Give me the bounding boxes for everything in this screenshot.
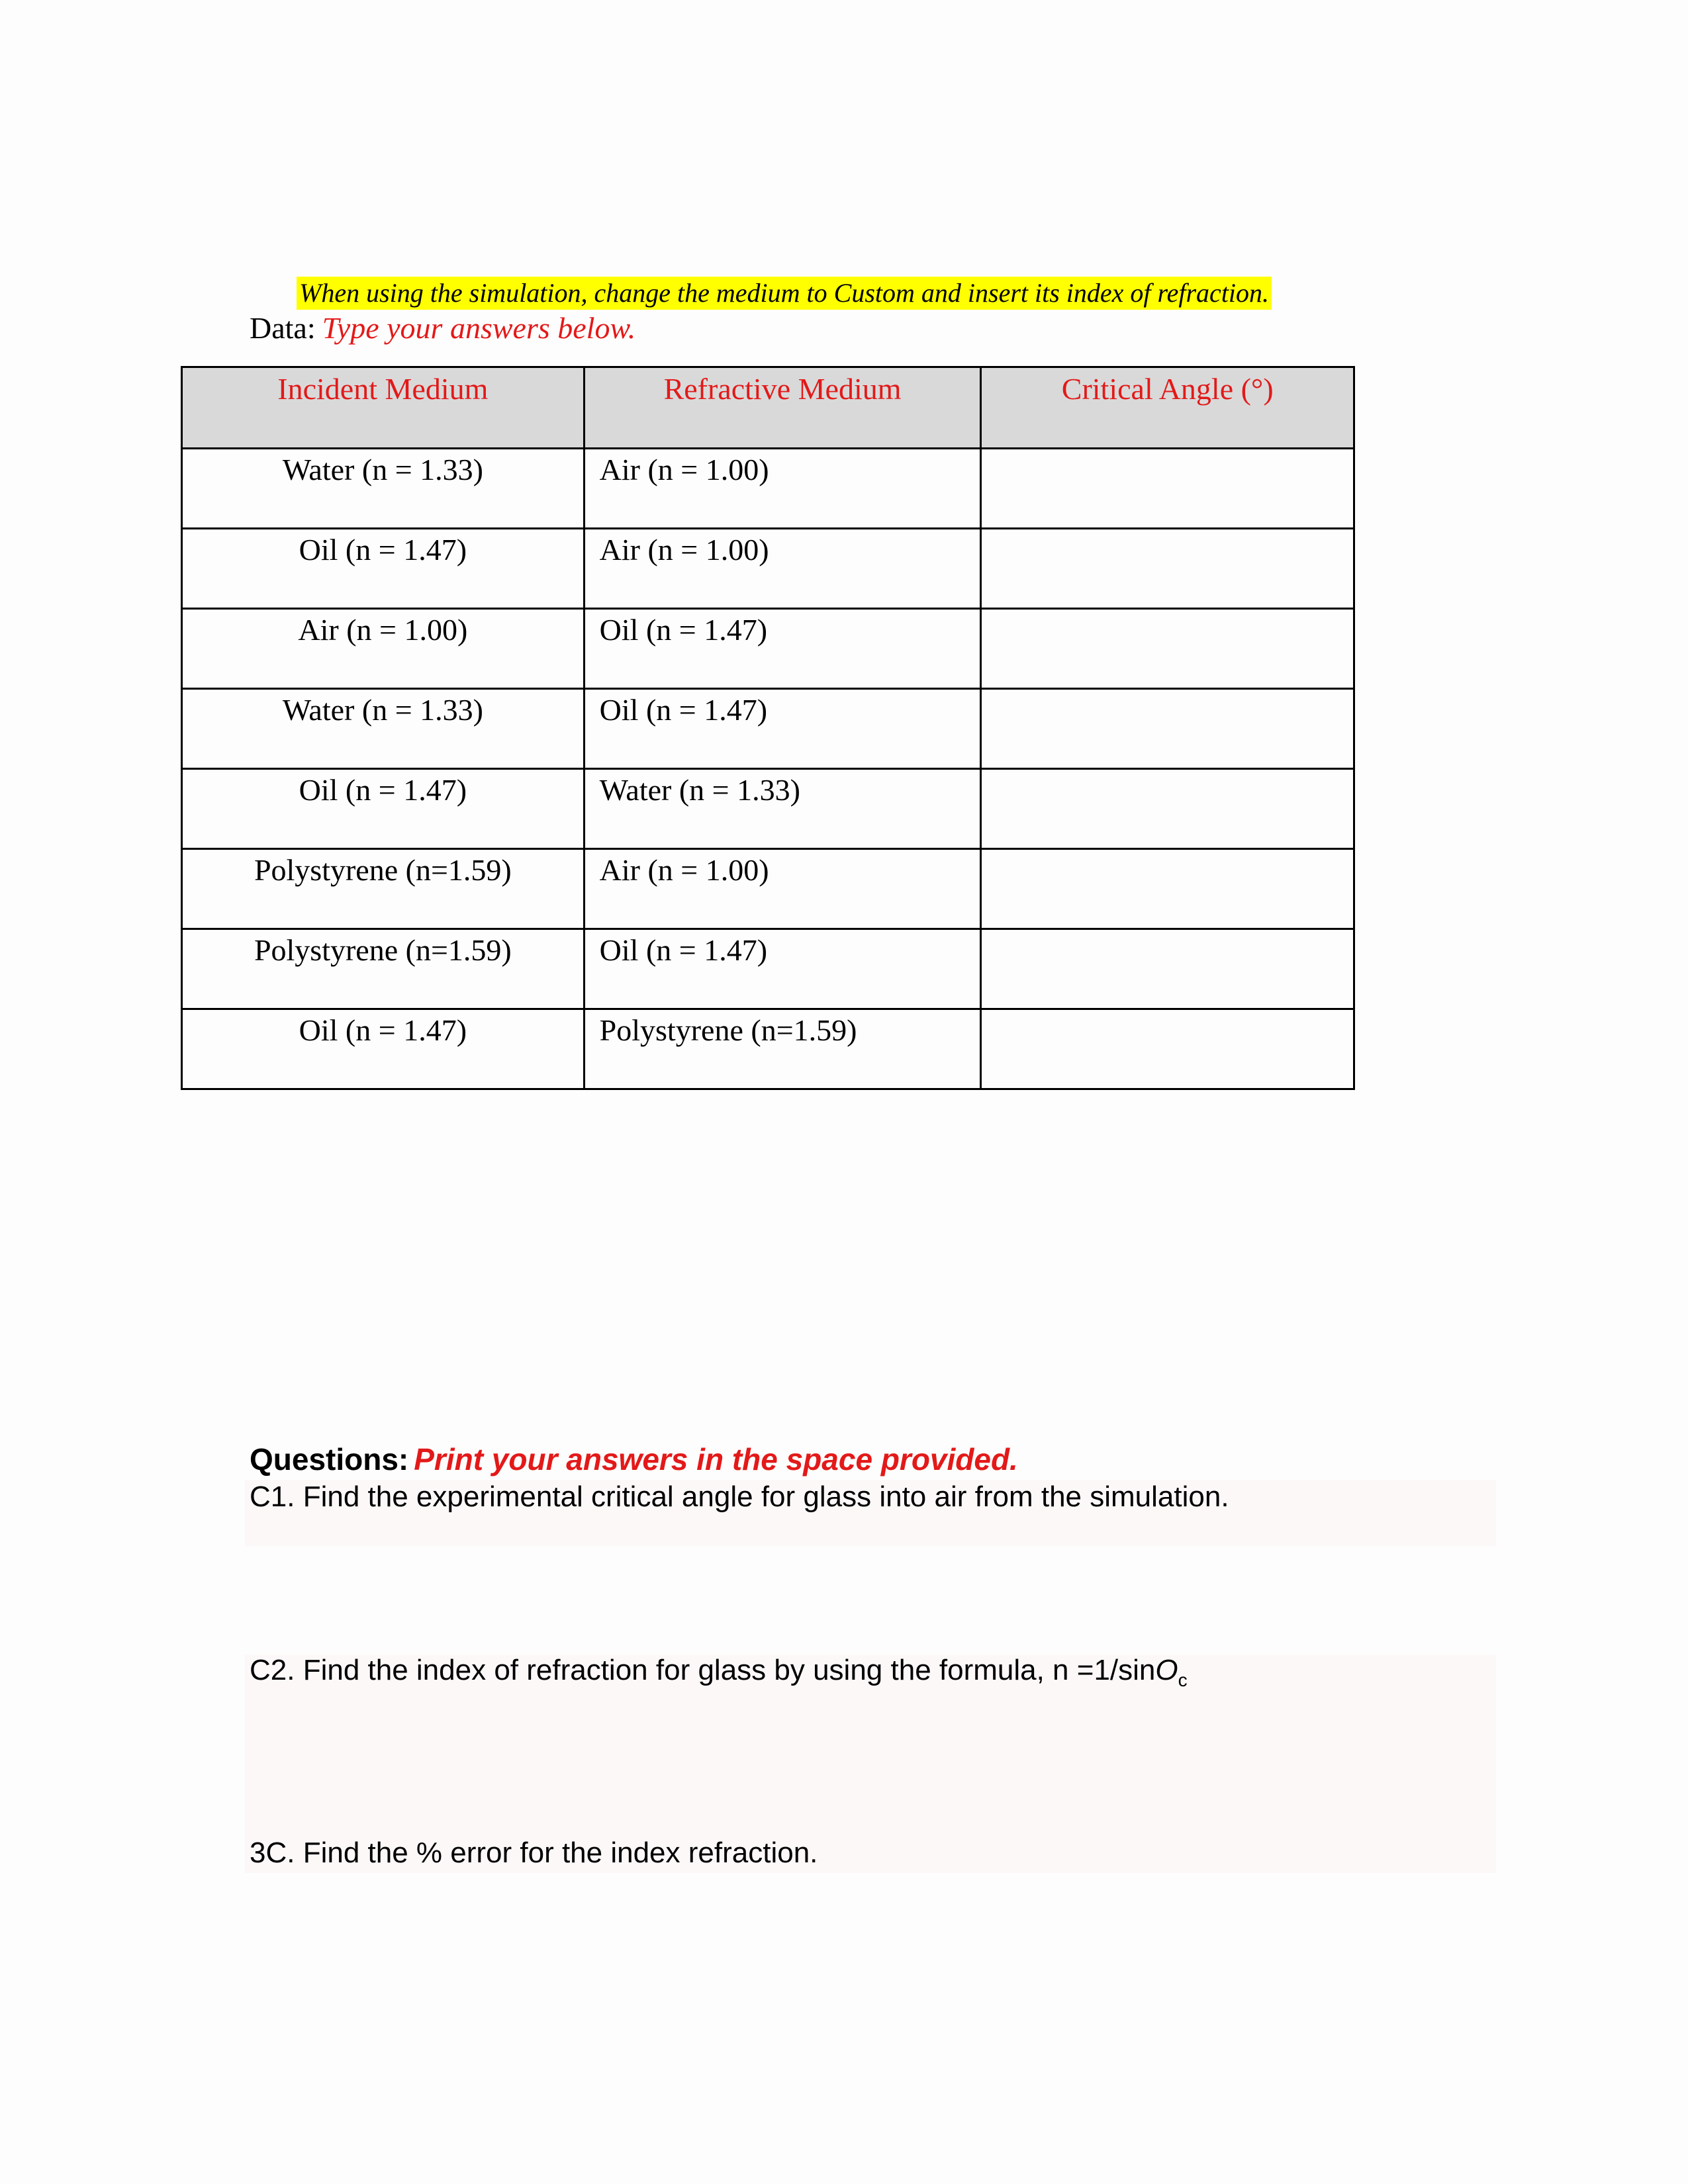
questions-instruction: Print your answers in the space provided. (414, 1442, 1018, 1477)
refractive-cell: Oil (n = 1.47) (584, 929, 981, 1009)
data-instruction: Type your answers below. (322, 311, 636, 345)
critical-angle-cell[interactable] (981, 529, 1354, 609)
header-critical-angle: Critical Angle (°) (981, 367, 1354, 449)
incident-cell: Polystyrene (n=1.59) (182, 849, 585, 929)
table-row (182, 929, 1354, 1009)
refractive-cell: Oil (n = 1.47) (584, 609, 981, 689)
incident-cell: Air (n = 1.00) (182, 609, 585, 689)
table-row (182, 849, 1354, 929)
critical-angle-table (181, 366, 1355, 1090)
incident-cell: Water (n = 1.33) (182, 449, 585, 529)
critical-angle-cell[interactable] (981, 849, 1354, 929)
data-label: Data: (250, 311, 316, 345)
table-header-row (182, 367, 1354, 449)
question-c1: C1. Find the experimental critical angle for glass into air from the simulation. (250, 1480, 1229, 1513)
question-3c: 3C. Find the % error for the index refraction. (250, 1837, 818, 1869)
table-row (182, 609, 1354, 689)
questions-heading (250, 1440, 1018, 1479)
refractive-cell: Polystyrene (n=1.59) (584, 1009, 981, 1089)
question-c2-text: C2. Find the index of refraction for glass by using the formula, n =1/sin (250, 1654, 1156, 1686)
critical-angle-cell[interactable] (981, 689, 1354, 769)
critical-angle-cell[interactable] (981, 609, 1354, 689)
critical-angle-cell[interactable] (981, 1009, 1354, 1089)
question-c2 (250, 1652, 1188, 1699)
table-row (182, 449, 1354, 529)
theta-subscript: c (1178, 1669, 1188, 1690)
theta-symbol: O (1155, 1654, 1178, 1686)
table-row (182, 529, 1354, 609)
incident-cell: Oil (n = 1.47) (182, 529, 585, 609)
incident-cell: Oil (n = 1.47) (182, 1009, 585, 1089)
questions-label: Questions: (250, 1442, 409, 1477)
refractive-cell: Air (n = 1.00) (584, 449, 981, 529)
incident-cell: Polystyrene (n=1.59) (182, 929, 585, 1009)
data-heading (250, 308, 635, 348)
header-refractive-medium: Refractive Medium (584, 367, 981, 449)
refractive-cell: Air (n = 1.00) (584, 529, 981, 609)
refractive-cell: Water (n = 1.33) (584, 769, 981, 849)
refractive-cell: Oil (n = 1.47) (584, 689, 981, 769)
incident-cell: Oil (n = 1.47) (182, 769, 585, 849)
table-row (182, 689, 1354, 769)
refractive-cell: Air (n = 1.00) (584, 849, 981, 929)
table-row (182, 1009, 1354, 1089)
critical-angle-cell[interactable] (981, 449, 1354, 529)
critical-angle-cell[interactable] (981, 929, 1354, 1009)
critical-angle-cell[interactable] (981, 769, 1354, 849)
header-incident-medium: Incident Medium (182, 367, 585, 449)
table-row (182, 769, 1354, 849)
instruction-note: When using the simulation, change the medium to Custom and insert its index of refraction. (297, 277, 1272, 310)
incident-cell: Water (n = 1.33) (182, 689, 585, 769)
